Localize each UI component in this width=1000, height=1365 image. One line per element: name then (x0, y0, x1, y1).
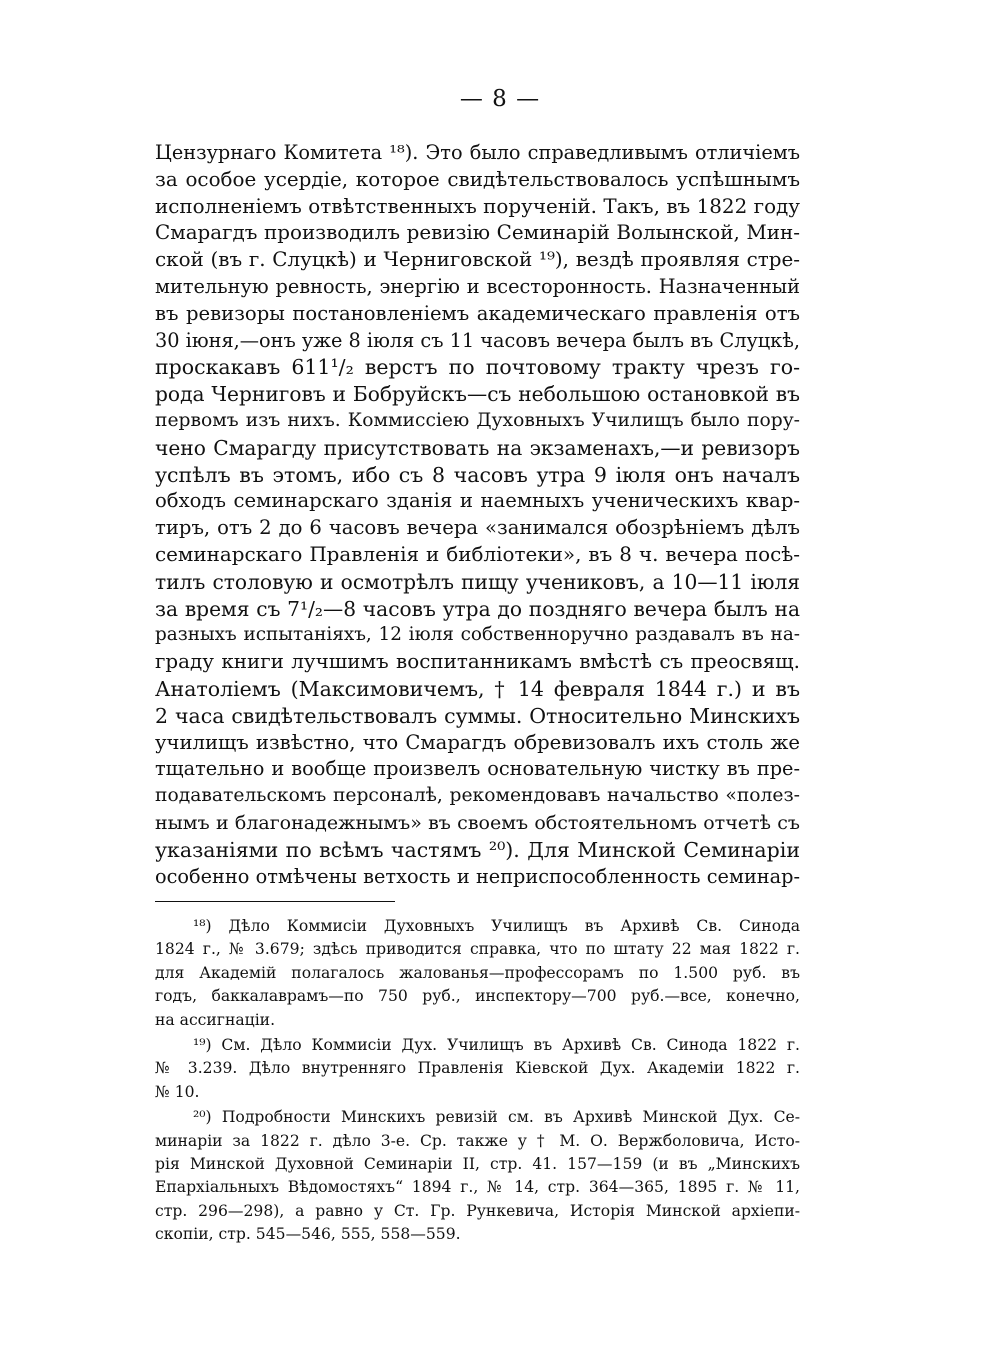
footnote-line: минаріи за 1822 г. дѣло 3-е. Ср. также у † М. О. Вержболовича, Исто- (155, 1131, 800, 1150)
text-line: первомъ изъ нихъ. Коммиссіею Духовныхъ Училищъ было пору- (155, 409, 800, 431)
text-line: за время съ 7¹/₂—8 часовъ утра до поздняго вечера былъ на (155, 596, 800, 621)
footnote-20 (155, 1106, 800, 1246)
text-line: рода Черниговъ и Бобруйскъ—съ небольшою остановкой въ (155, 382, 800, 407)
text-line: въ ревизоры постановленіемъ академическаго правленія отъ (155, 301, 800, 325)
footnote-line: годъ, баккалаврамъ—по 750 руб., инспектору—700 руб.—все, конечно, (155, 987, 800, 1006)
text-line: Цензурнаго Комитета ¹⁸). Это было справедливымъ отличіемъ (155, 141, 800, 164)
text-line: тиръ, отъ 2 до 6 часовъ вечера «занимался обозрѣніемъ дѣлъ (155, 516, 800, 540)
footnote-line: ¹⁸) Дѣло Коммисіи Духовныхъ Училищъ въ Архивѣ Св. Синода (193, 917, 800, 935)
text-line: разныхъ испытаніяхъ, 12 іюля собственноручно раздавалъ въ на- (155, 624, 800, 646)
text-line: семинарскаго Правленія и библіотеки», въ 8 ч. вечера посѣ- (155, 542, 800, 566)
body-text (155, 140, 800, 890)
text-line: обходъ семинарскаго зданія и наемныхъ ученическихъ квар- (155, 489, 800, 513)
text-line: нымъ и благонадежнымъ» въ своемъ обстоятельномъ отчетѣ съ (155, 811, 800, 834)
page-number: — 8 — (459, 86, 541, 112)
text-line: тщательно и вообще произвелъ основательную чистку въ пре- (155, 757, 800, 781)
footnote-line: рія Минской Духовной Семинаріи II, стр. 41. 157—159 (и въ „Минскихъ (155, 1154, 800, 1173)
text-line: указаніями по всѣмъ частямъ ²⁰). Для Минской Семинаріи (155, 837, 800, 862)
footnote-line: № 10. (155, 1082, 200, 1101)
footnote-line: скопіи, стр. 545—546, 555, 558—559. (155, 1225, 461, 1244)
text-line: тилъ столовую и осмотрѣлъ пищу учениковъ, а 10—11 іюля (155, 569, 800, 594)
text-line: мительную ревность, энергію и всесторонность. Назначенный (155, 274, 800, 298)
footnote-line: № 3.239. Дѣло внутренняго Правленія Кіевской Дух. Академіи 1822 г. (155, 1059, 800, 1078)
text-line: подавательскомъ персоналѣ, рекомендовавъ начальство «полез- (155, 785, 800, 807)
footnote-line: Епархіальныхъ Вѣдомостяхъ“ 1894 г., № 14, стр. 364—365, 1895 г. № 11, (155, 1178, 800, 1197)
text-line: исполненіемъ отвѣтственныхъ порученій. Такъ, въ 1822 году (155, 194, 800, 218)
text-line: Анатоліемъ (Максимовичемъ, † 14 февраля 1844 г.) и въ (155, 676, 800, 701)
text-line: граду книги лучшимъ воспитанникамъ вмѣстѣ съ преосвящ. (155, 650, 800, 674)
footnote-line: ¹⁹) См. Дѣло Коммисіи Дух. Училищъ въ Архивѣ Св. Синода 1822 г. (193, 1035, 800, 1054)
text-line: училищъ извѣстно, что Смарагдъ обревизовалъ ихъ столь же (155, 730, 800, 754)
footnote-line: для Академій полагалось жалованья—профессорамъ по 1.500 руб. въ (155, 963, 800, 982)
footnote-line: стр. 296—298), а равно у Ст. Гр. Рункевича, Исторія Минской архіепи- (155, 1201, 800, 1220)
footnote-line: на ассигнаціи. (155, 1010, 276, 1029)
text-line: 30 іюня,—онъ уже 8 іюля съ 11 часовъ вечера былъ въ Слуцкѣ, (155, 328, 800, 352)
footnote-line: 1824 г., № 3.679; здѣсь приводится справка, что по штату 22 мая 1822 г. (155, 940, 800, 959)
text-line: особенно отмѣчены ветхость и неприспособленность семинар- (155, 864, 800, 888)
footnote-18 (155, 915, 800, 1032)
text-line: чено Смарагду присутствовать на экзаменахъ,—и ревизоръ (155, 435, 800, 460)
text-line: 2 часа свидѣтельствовалъ суммы. Относительно Минскихъ (155, 703, 800, 728)
footnote-divider (155, 901, 395, 902)
footnotes (155, 915, 800, 1248)
footnote-19 (155, 1034, 800, 1104)
text-line: за особое усердіе, которое свидѣтельствовалось успѣшнымъ (155, 167, 800, 191)
footnote-line: ²⁰) Подробности Минскихъ ревизій см. въ Архивѣ Минской Дух. Се- (193, 1108, 800, 1127)
text-line: ской (въ г. Слуцкѣ) и Черниговской ¹⁹), вездѣ проявляя стре- (155, 248, 800, 272)
text-line: успѣлъ въ этомъ, ибо съ 8 часовъ утра 9 іюля онъ началъ (155, 462, 800, 487)
text-line: Смарагдъ производилъ ревизію Семинарій Волынской, Мин- (155, 221, 800, 245)
text-line: проскакавъ 611¹/₂ верстъ по почтовому тракту чрезъ го- (155, 355, 800, 380)
